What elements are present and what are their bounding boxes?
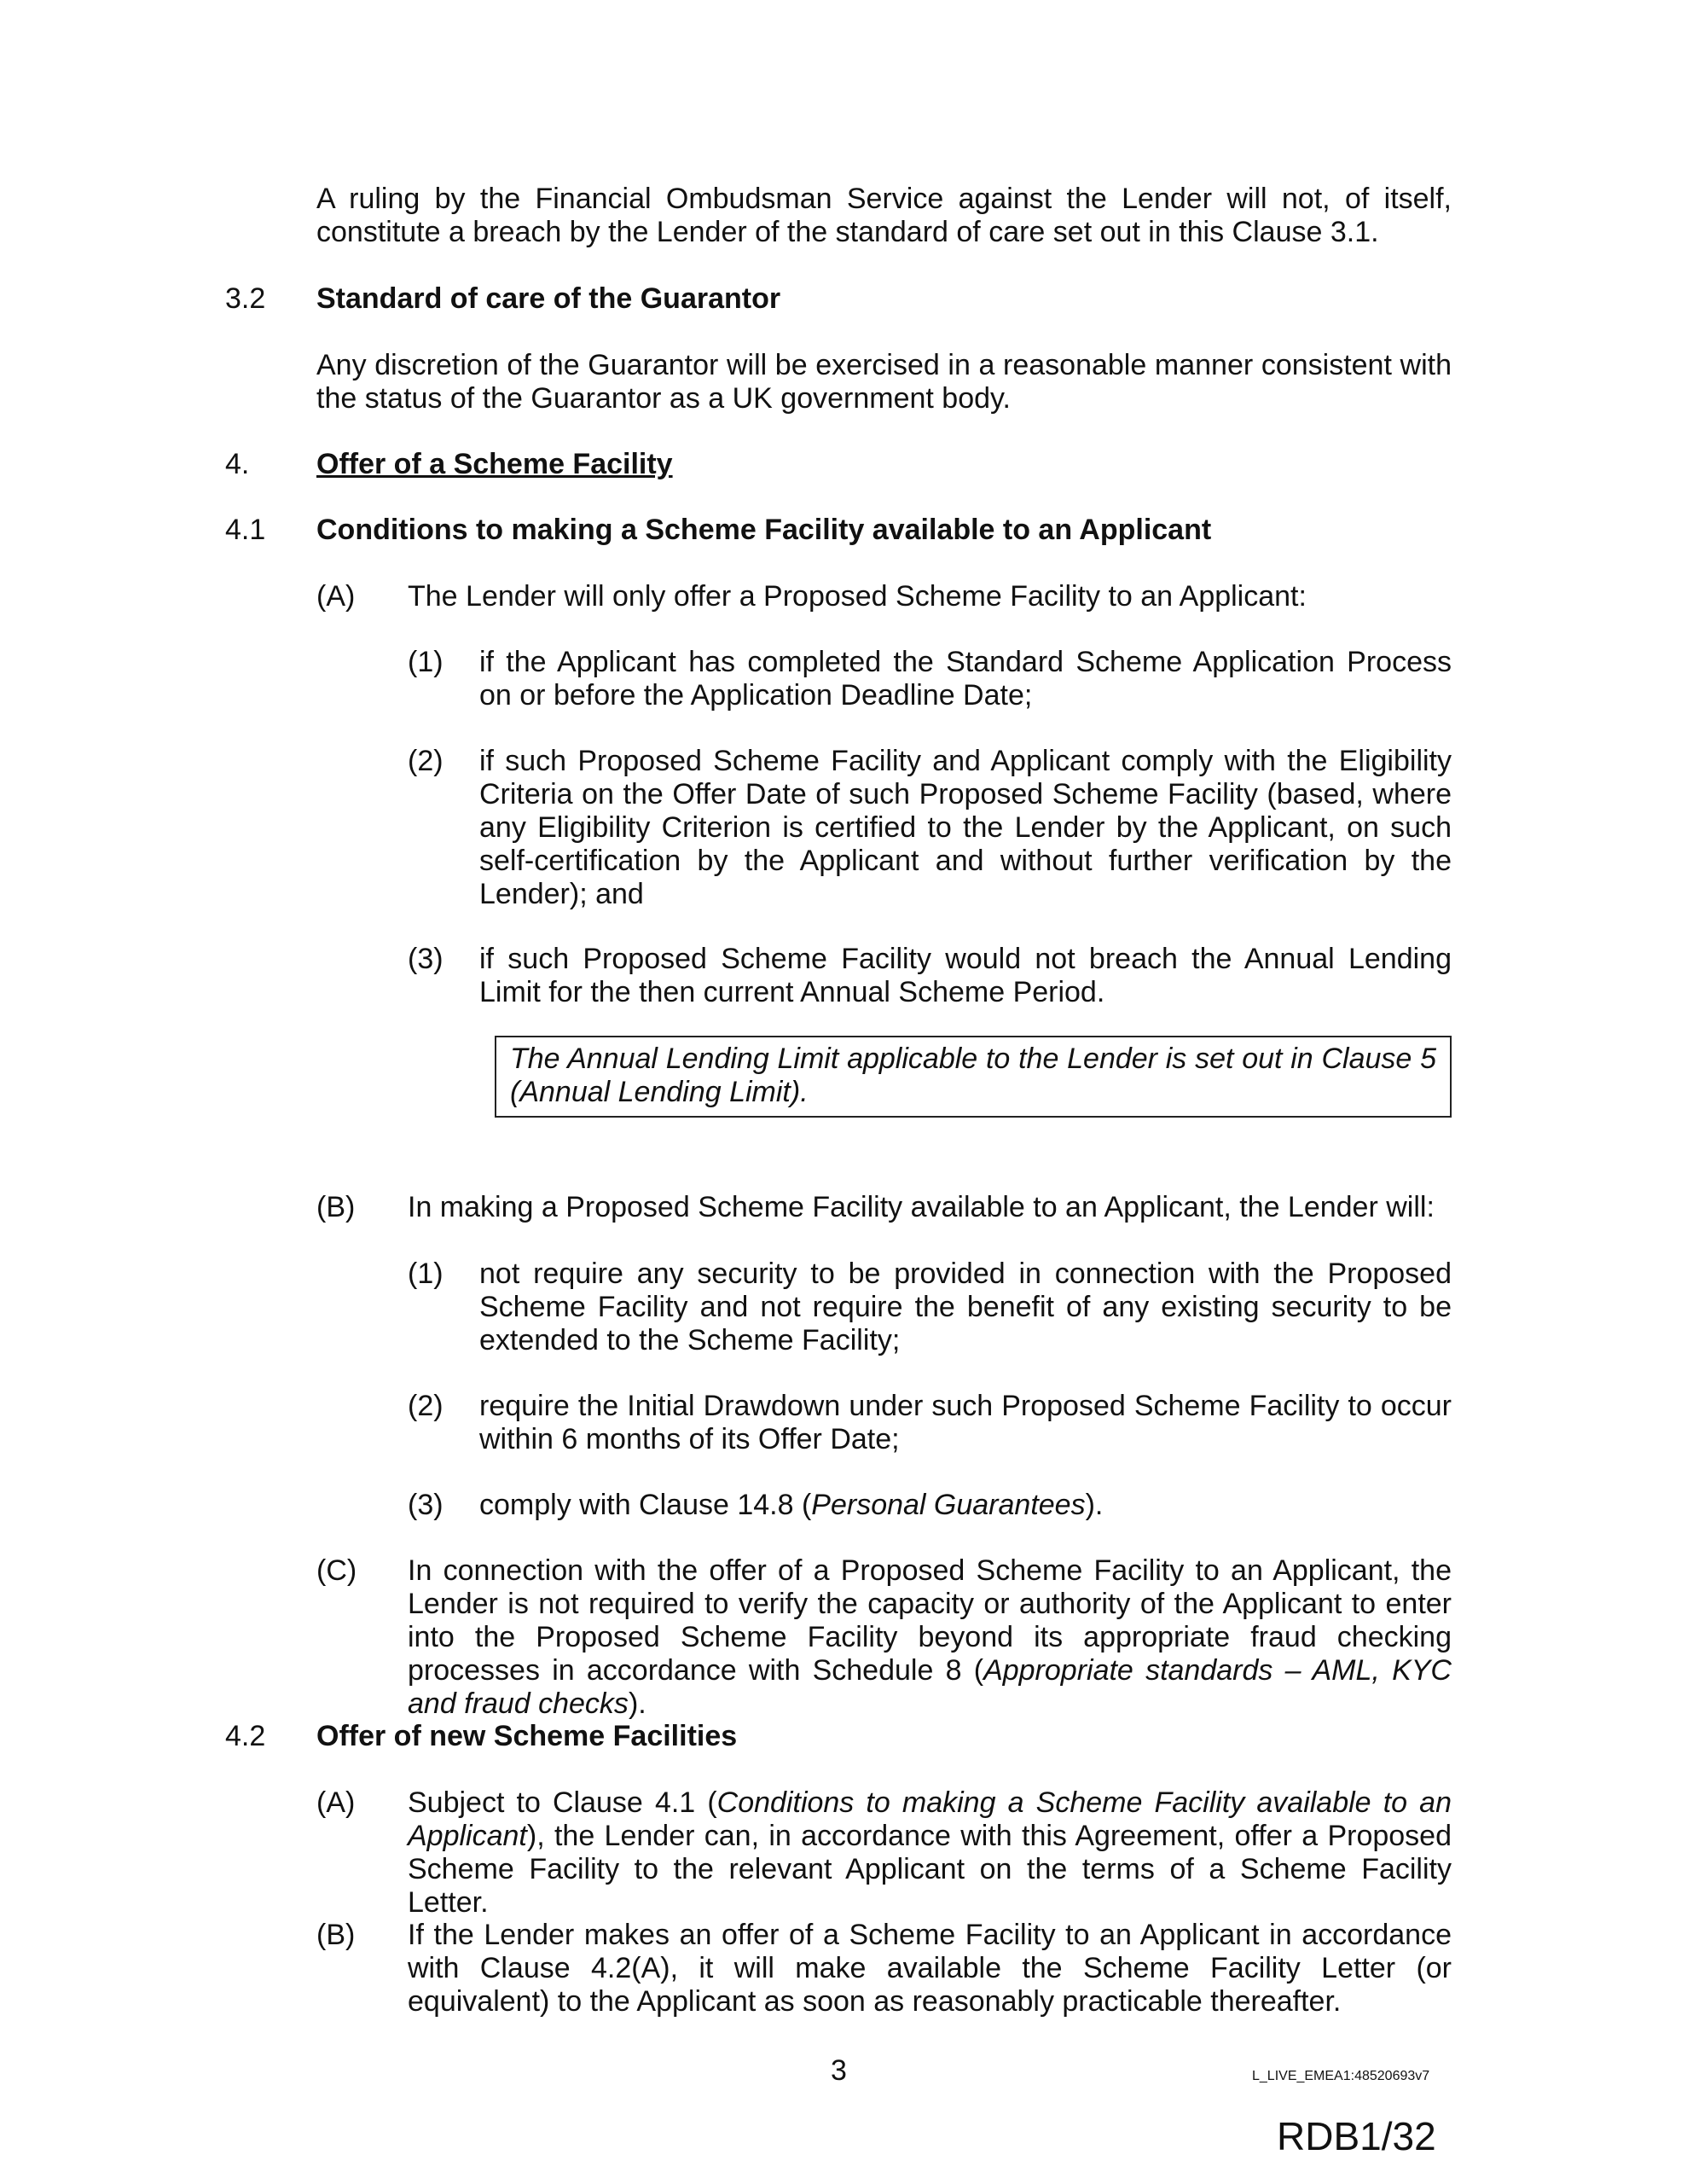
item-label-4-2-a: (A) <box>316 1786 356 1819</box>
item-text-4-2-a-pre: Subject to Clause 4.1 ( <box>408 1786 717 1819</box>
subitem-text-4-1-a-1: if the Applicant has completed the Standard Scheme Application Process on or before the Application Deadline Date; <box>479 646 1452 712</box>
item-text-4-2-b: If the Lender makes an offer of a Scheme Facility to an Applicant in accordance with Clause 4.2(A), it will make available the Scheme Facility Letter (or equivalent) to the Applicant as soon as reasonably practicable thereafter. <box>408 1919 1452 2018</box>
item-text-4-2-a-post: ), the Lender can, in accordance with this Agreement, offer a Proposed Scheme Facility to the relevant Applicant on the terms of a Scheme Facility Letter. <box>408 1820 1452 1919</box>
clause-heading-4-2: Offer of new Scheme Facilities <box>316 1720 738 1752</box>
item-text-4-1-c-pre: In connection with the offer of a Proposed Scheme Facility to an Applicant, the Lender is not required to verify the capacity or authority of the Applicant to enter into the Proposed Scheme Facility beyond its appropriate fraud checking processes in accordance with Schedule 8 ( <box>408 1554 1452 1687</box>
item-label-4-1-c: (C) <box>316 1554 357 1587</box>
subitem-label-4-1-b-2: (2) <box>408 1390 443 1422</box>
subitem-label-4-1-a-2: (2) <box>408 745 443 777</box>
clause-heading-3-2: Standard of care of the Guarantor <box>316 282 781 315</box>
item-label-4-1-a: (A) <box>316 580 356 613</box>
item-label-4-2-b: (B) <box>316 1919 356 1951</box>
note-text: The Annual Lending Limit applicable to the Lender is set out in Clause 5 (Annual Lending Limit). <box>510 1043 1436 1108</box>
document-reference: L_LIVE_EMEA1:48520693v7 <box>1252 2069 1430 2083</box>
clause-number-4: 4. <box>225 448 250 480</box>
item-text-4-1-c-post: ). <box>628 1687 646 1720</box>
note-box <box>495 1036 1452 1118</box>
subitem-text-4-1-b-3-post: ). <box>1085 1489 1104 1521</box>
subitem-text-4-1-a-3: if such Proposed Scheme Facility would not breach the Annual Lending Limit for the then current Annual Scheme Period. <box>479 943 1452 1008</box>
subitem-text-4-1-b-2: require the Initial Drawdown under such Proposed Scheme Facility to occur within 6 months of its Offer Date; <box>479 1390 1452 1455</box>
subitem-label-4-1-b-1: (1) <box>408 1258 443 1290</box>
subitem-text-4-1-b-3-italic: Personal Guarantees <box>811 1489 1086 1521</box>
page-number: 3 <box>831 2054 847 2087</box>
clause-text-3-2: Any discretion of the Guarantor will be exercised in a reasonable manner consistent with the status of the Guarantor as a UK government body. <box>316 349 1452 415</box>
subitem-text-4-1-b-1: not require any security to be provided in connection with the Proposed Scheme Facility and not require the benefit of any existing security to be extended to the Scheme Facility; <box>479 1258 1452 1356</box>
intro-paragraph: A ruling by the Financial Ombudsman Service against the Lender will not, of itself, constitute a breach by the Lender of the standard of care set out in this Clause 3.1. <box>316 183 1452 248</box>
clause-heading-4: Offer of a Scheme Facility <box>316 448 673 480</box>
item-text-4-1-c-italic: Appropriate standards – AML, KYC and fraud checks <box>408 1654 1452 1720</box>
item-text-4-2-a <box>408 1786 1452 1920</box>
item-text-4-1-c <box>408 1554 1452 1721</box>
subitem-label-4-1-a-1: (1) <box>408 646 443 678</box>
clause-number-4-2: 4.2 <box>225 1720 266 1752</box>
item-text-4-2-a-italic: Conditions to making a Scheme Facility available to an Applicant <box>408 1786 1452 1852</box>
subitem-label-4-1-a-3: (3) <box>408 943 443 975</box>
item-text-4-1-b: In making a Proposed Scheme Facility available to an Applicant, the Lender will: <box>408 1191 1435 1223</box>
subitem-label-4-1-b-3: (3) <box>408 1489 443 1521</box>
subitem-text-4-1-b-3-pre: comply with Clause 14.8 ( <box>479 1489 812 1521</box>
clause-number-3-2: 3.2 <box>225 282 266 315</box>
clause-number-4-1: 4.1 <box>225 514 266 546</box>
item-label-4-1-b: (B) <box>316 1191 356 1223</box>
subitem-text-4-1-a-2: if such Proposed Scheme Facility and Applicant comply with the Eligibility Criteria on the Offer Date of such Proposed Scheme Facility (based, where any Eligibility Criterion is certified to the Lender by the Applicant, on such self-certification by the Applicant and without further verification by the Lender); and <box>479 745 1452 910</box>
item-text-4-1-a: The Lender will only offer a Proposed Scheme Facility to an Applicant: <box>408 580 1307 613</box>
clause-heading-4-1: Conditions to making a Scheme Facility available to an Applicant <box>316 514 1212 546</box>
exhibit-stamp: RDB1/32 <box>1277 2114 1436 2158</box>
subitem-text-4-1-b-3 <box>479 1489 1452 1522</box>
